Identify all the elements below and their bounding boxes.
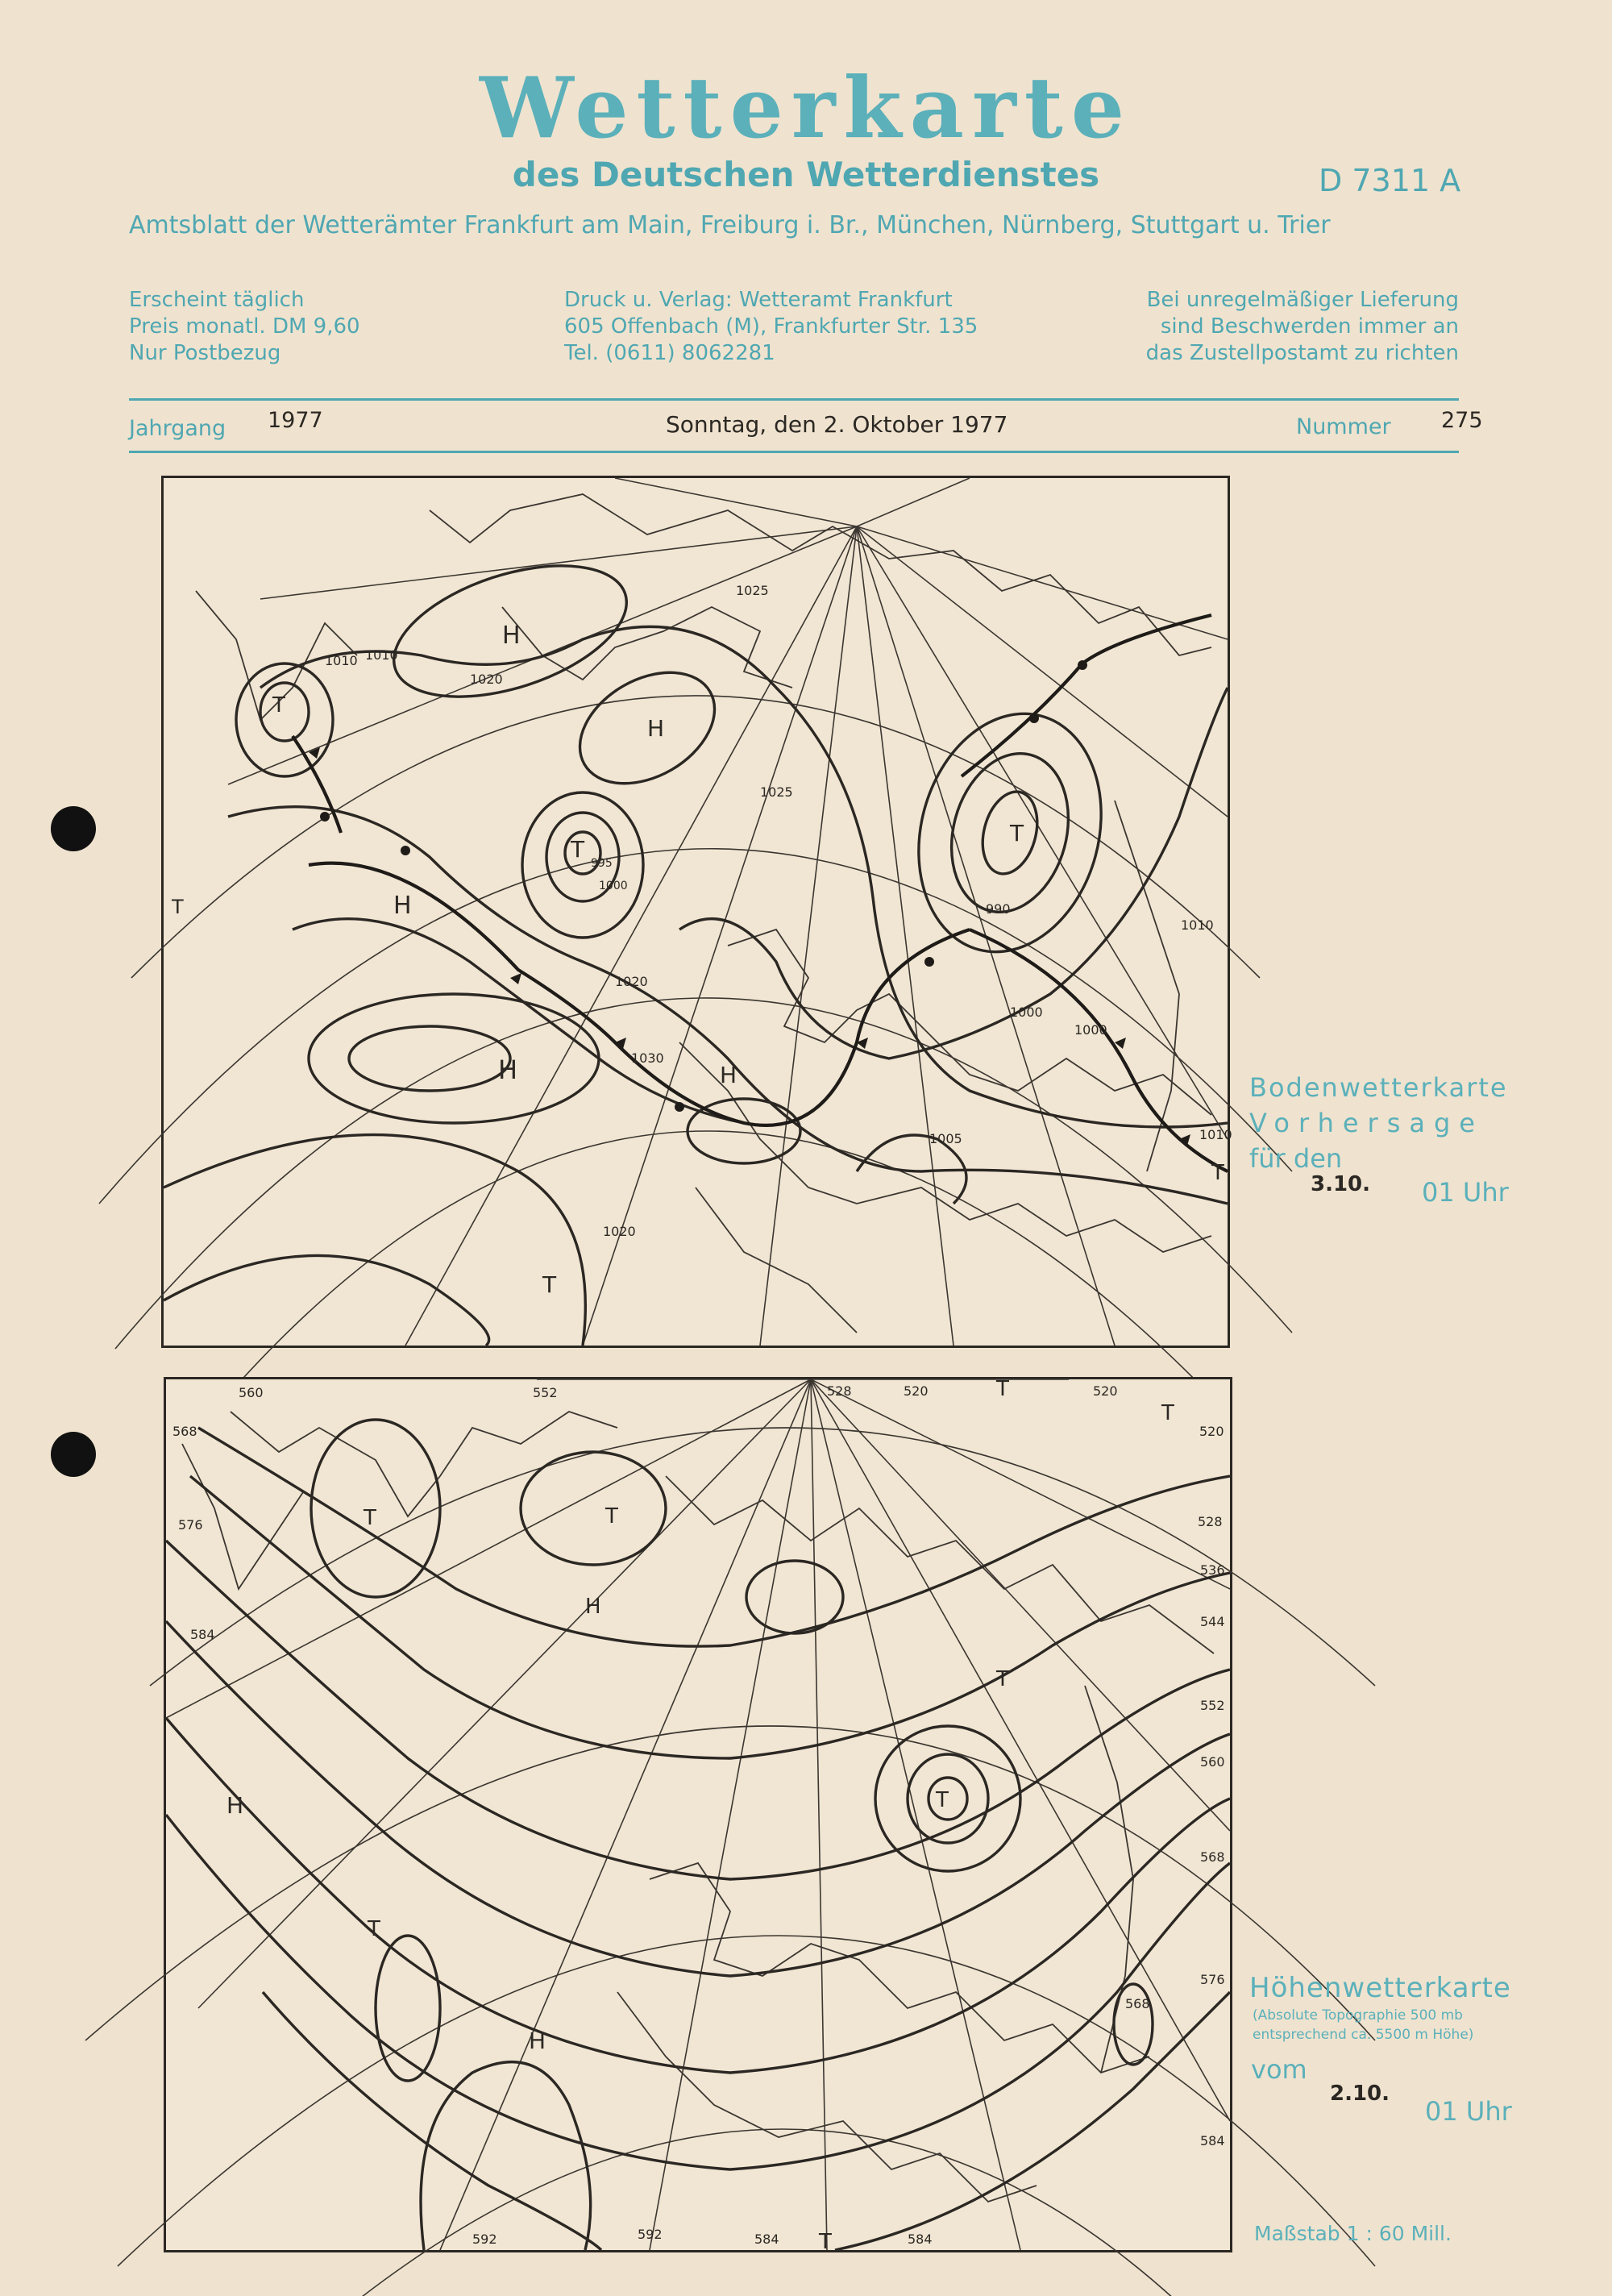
contour-value: 568: [1125, 1996, 1150, 2011]
contour-value: 576: [178, 1517, 203, 1533]
coastlines: [196, 494, 1211, 1333]
contour-value: 544: [1200, 1614, 1225, 1629]
info-line: Erscheint täglich: [129, 288, 305, 312]
contour-value: 528: [827, 1383, 852, 1399]
low-label: T: [272, 693, 285, 718]
contour-value: 592: [638, 2227, 663, 2242]
map-grid: [99, 478, 1292, 1413]
upper-map-drawing: [166, 1377, 1230, 2254]
upper-map-time: 01 Uhr: [1425, 2096, 1512, 2127]
low-label: T: [1161, 1401, 1174, 1425]
contour-value: 552: [1200, 1698, 1225, 1713]
isobar-value: 1020: [603, 1224, 636, 1239]
low-label: T: [819, 2230, 832, 2254]
isobar-value: 995: [591, 857, 613, 870]
upper-map-subtitle: entsprechend ca. 5500 m Höhe): [1253, 2027, 1474, 2043]
contour-value: 560: [239, 1385, 264, 1400]
surface-map-date: 3.10.: [1311, 1172, 1371, 1196]
contour-value: 552: [533, 1385, 558, 1400]
low-label: T: [996, 1667, 1009, 1691]
upper-map-from: vom: [1251, 2054, 1307, 2085]
info-line: das Zustellpostamt zu richten: [1145, 341, 1459, 365]
punch-hole: [51, 1432, 96, 1477]
subtitle: des Deutschen Wetterdienstes: [512, 155, 1100, 194]
isobar-value: 1025: [736, 583, 769, 598]
isobar-value: 1005: [929, 1131, 962, 1146]
info-line: Druck u. Verlag: Wetteramt Frankfurt: [564, 288, 953, 312]
contour-value: 584: [754, 2232, 779, 2247]
upper-map-date: 2.10.: [1330, 2082, 1390, 2106]
high-label: H: [498, 1054, 518, 1085]
isobar-value: 1010: [365, 647, 398, 663]
isobars: [164, 540, 1228, 1346]
map-labels: [171, 583, 1232, 1298]
isobar-value: 1000: [599, 880, 628, 892]
surface-map-drawing: [164, 478, 1232, 1346]
surface-map-title: Bodenwetterkarte: [1249, 1072, 1508, 1103]
amtsblatt-line: Amtsblatt der Wetterämter Frankfurt am Main, Freiburg i. Br., München, Nürnberg, Stuttgart u. Trier: [129, 211, 1331, 239]
low-label: T: [936, 1788, 949, 1812]
high-label: H: [585, 1595, 601, 1619]
low-label: T: [1010, 820, 1024, 846]
info-line: sind Beschwerden immer an: [1160, 314, 1459, 339]
punch-hole: [51, 806, 96, 851]
header-rule-top: [129, 398, 1459, 401]
surface-map-for: für den: [1249, 1143, 1343, 1174]
publisher-info: [564, 287, 978, 367]
contour-value: 584: [1200, 2133, 1225, 2148]
publication-code: D 7311 A: [1319, 163, 1461, 198]
contour-value: 520: [904, 1383, 929, 1399]
contour-value: 592: [472, 2232, 497, 2247]
upper-air-map: [164, 1377, 1232, 2252]
low-label: T: [172, 896, 184, 918]
isobar-value: 1000: [1010, 1004, 1043, 1020]
contour-value: 520: [1199, 1424, 1224, 1439]
nummer-label: Nummer: [1296, 414, 1391, 439]
contour-value: 520: [1093, 1383, 1118, 1399]
isobar-value: 1020: [470, 672, 503, 687]
contour-value: 568: [1200, 1849, 1225, 1865]
newspaper-title: Wetterkarte: [480, 58, 1132, 157]
contour-value: 584: [190, 1627, 215, 1642]
info-line: Preis monatl. DM 9,60: [129, 314, 360, 339]
high-label: H: [502, 622, 521, 650]
high-label: H: [226, 1792, 244, 1819]
isobar-value: 1000: [1074, 1022, 1107, 1038]
delivery-info: [1143, 287, 1459, 367]
nummer-value: 275: [1441, 408, 1483, 433]
isobar-value: 1010: [1181, 917, 1214, 933]
low-label: T: [571, 836, 585, 863]
low-label: T: [368, 1917, 380, 1941]
jahrgang-value: 1977: [268, 408, 323, 433]
contour-value: 568: [172, 1424, 197, 1439]
low-label: T: [364, 1506, 376, 1530]
isobar-value: 1010: [325, 653, 358, 668]
info-line: Tel. (0611) 8062281: [564, 341, 775, 365]
isobar-value: 990: [986, 901, 1011, 917]
contour-value: 528: [1198, 1514, 1223, 1529]
issue-date: Sonntag, den 2. Oktober 1977: [666, 411, 1008, 438]
isobar-value: 1020: [615, 974, 648, 989]
low-label: T: [996, 1377, 1009, 1401]
header-rule-bottom: [129, 451, 1459, 453]
upper-map-subtitle: (Absolute Topographie 500 mb: [1253, 2007, 1463, 2024]
surface-map-time: 01 Uhr: [1422, 1177, 1509, 1208]
surface-weather-map: [161, 476, 1230, 1348]
info-line: Bei unregelmäßiger Lieferung: [1146, 288, 1459, 312]
surface-map-forecast: Vorhersage: [1249, 1108, 1484, 1138]
contour-value: 536: [1200, 1562, 1225, 1578]
isobar-value: 1010: [1199, 1127, 1232, 1142]
high-label: H: [393, 892, 412, 920]
info-line: Nur Postbezug: [129, 341, 281, 365]
subscription-info: [129, 287, 360, 367]
map-scale: Maßstab 1 : 60 Mill.: [1254, 2222, 1452, 2245]
height-contours: [166, 1420, 1230, 2250]
isobar-value: 1025: [760, 784, 793, 800]
jahrgang-label: Jahrgang: [129, 416, 226, 441]
low-label: T: [542, 1271, 557, 1298]
low-label: T: [1211, 1161, 1224, 1185]
high-label: H: [720, 1062, 737, 1088]
high-label: H: [529, 2028, 546, 2054]
upper-map-title: Höhenwetterkarte: [1249, 1972, 1511, 2004]
contour-value: 576: [1200, 1972, 1225, 1987]
fronts: [293, 615, 1228, 1171]
contour-value: 560: [1200, 1754, 1225, 1770]
high-label: H: [647, 715, 665, 742]
low-label: T: [605, 1504, 618, 1529]
contour-value: 584: [908, 2232, 933, 2247]
info-line: 605 Offenbach (M), Frankfurter Str. 135: [564, 314, 978, 339]
isobar-value: 1030: [631, 1050, 664, 1066]
